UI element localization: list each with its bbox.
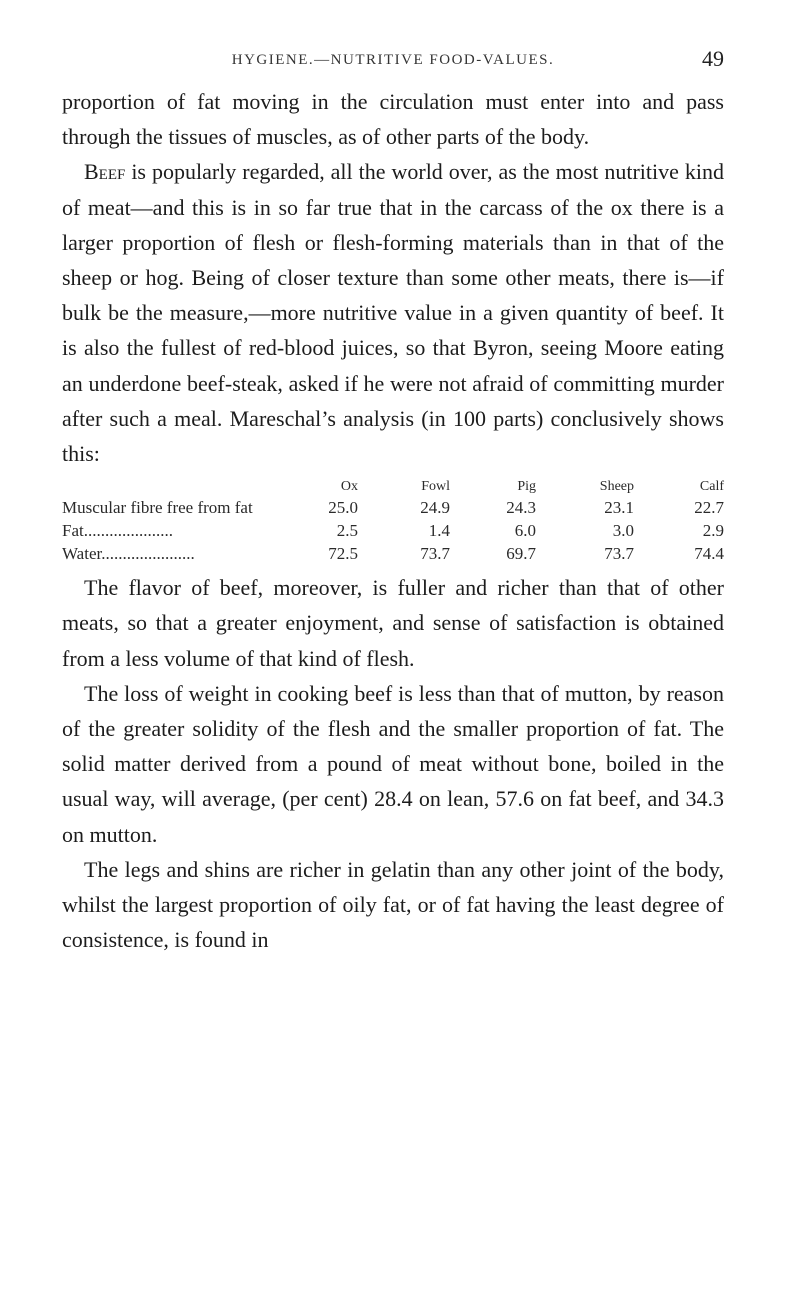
table-cell: 24.9 — [420, 498, 450, 518]
beef-paragraph-text: is popularly regarded, all the world over, as the most nutritive kind of meat—and this is in so far true that in the carcass of the ox there is a larger proportion of flesh or flesh-forming materials than in that of the sheep or hog. Being of closer texture than some other meats, there is—if bulk be the measure,—more nutritive value in a given quantity of beef. It is also the fullest of red-blood juices, so that Byron, seeing Moore eating an underdone beef-steak, asked if he were not afraid of committing murder after such a meal. Mareschal’s analysis (in 100 parts) conclusively shows this: — [62, 159, 724, 467]
table-row — [62, 518, 724, 541]
table-cell: 72.5 — [328, 544, 358, 564]
table-cell: 74.4 — [694, 544, 724, 564]
table-row — [62, 541, 724, 564]
table-cell: 22.7 — [694, 498, 724, 518]
table-cell: 69.7 — [506, 544, 536, 564]
book-page — [62, 0, 724, 957]
table-cell: 73.7 — [420, 544, 450, 564]
table-cell: 3.0 — [612, 521, 634, 541]
column-header-fowl: Fowl — [421, 479, 450, 495]
table-header-row — [62, 473, 724, 495]
column-header-pig: Pig — [517, 479, 536, 495]
paragraph-cooking-loss: The loss of weight in cooking beef is less than that of mutton, by reason of the greater solidity of the flesh and the smaller proportion of fat. The solid matter derived from a pound of meat without bone, boiled in the usual way, will average, (per cent) 28.4 on lean, 57.6 on fat beef, and 34.3 on mutton. — [62, 680, 724, 847]
row-label-muscular-fibre: Muscular fibre free from fat — [62, 498, 253, 518]
paragraph-beef — [62, 154, 724, 471]
table-cell: 25.0 — [328, 498, 358, 518]
table-cell: 23.1 — [604, 498, 634, 518]
table-cell: 73.7 — [604, 544, 634, 564]
row-label-water: Water...................... — [62, 544, 195, 564]
beef-lead-word: Beef — [84, 159, 126, 185]
paragraph-1: proportion of fat moving in the circulation must enter into and pass through the tissues of muscles, as of other parts of the body. — [62, 89, 724, 150]
column-header-calf: Calf — [699, 479, 724, 495]
table-cell: 6.0 — [514, 521, 536, 541]
page-number: 49 — [702, 46, 724, 71]
table-cell: 2.5 — [336, 521, 358, 541]
table-cell: 2.9 — [702, 521, 724, 541]
table-cell: 24.3 — [506, 498, 536, 518]
column-header-ox: Ox — [340, 479, 358, 495]
paragraph-flavor: The flavor of beef, moreover, is fuller and richer than that of other meats, so that a greater enjoyment, and sense of satisfaction is obtained from a less volume of that kind of flesh. — [62, 575, 724, 671]
row-label-fat: Fat..................... — [62, 521, 173, 541]
mareschal-analysis-table — [62, 473, 724, 564]
table-header-blank — [62, 473, 302, 495]
running-head — [62, 0, 724, 84]
table-cell: 1.4 — [428, 521, 450, 541]
paragraph-legs-shins: The legs and shins are richer in gelatin than any other joint of the body, whilst the largest proportion of oily fat, or of fat having the least degree of consistence, is found in — [62, 856, 724, 953]
running-title: HYGIENE.—NUTRITIVE FOOD-VALUES. — [231, 52, 555, 68]
table-row — [62, 495, 724, 518]
column-header-sheep: Sheep — [599, 479, 634, 495]
